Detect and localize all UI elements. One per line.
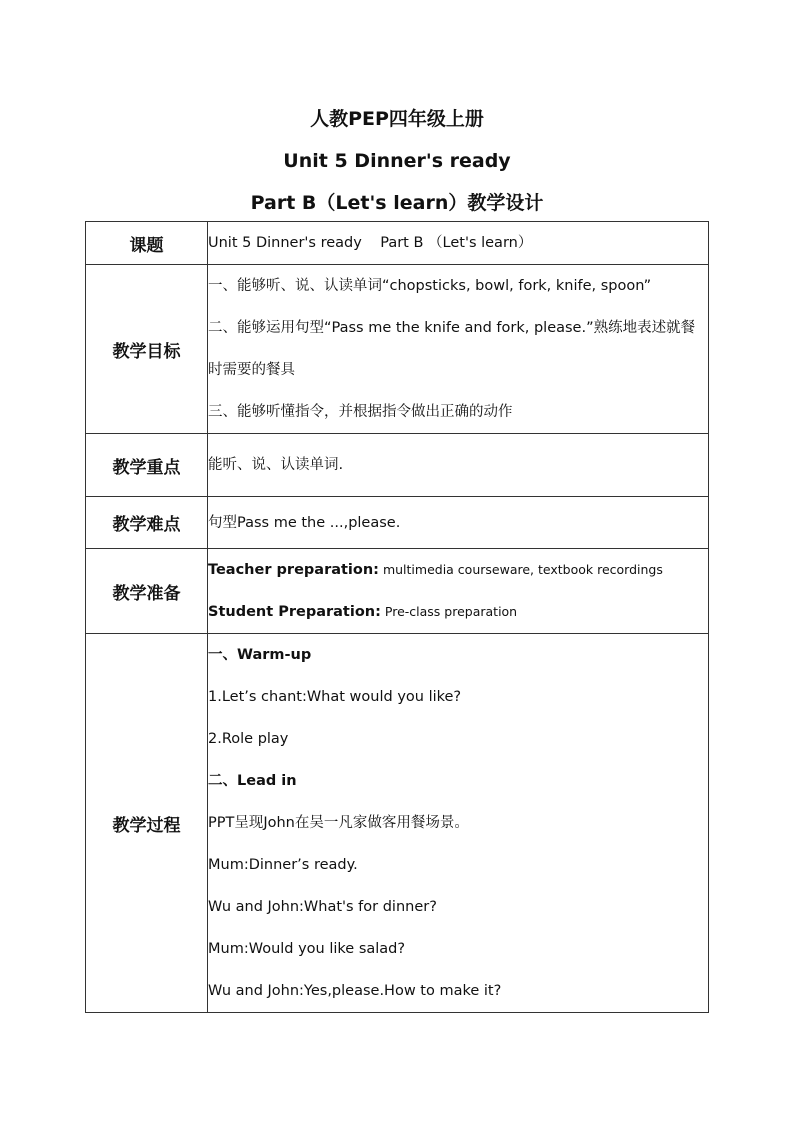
process-item: Mum:Dinner’s ready. [208, 857, 358, 873]
objective-item: 一、能够听、说、认读单词“chopsticks, bowl, fork, knife, spoon” [208, 278, 652, 294]
teacher-preparation-label: Teacher preparation: [208, 562, 379, 578]
student-preparation-label: Student Preparation: [208, 604, 381, 620]
row-topic [86, 222, 709, 265]
warmup-heading: 一、Warm-up [208, 647, 312, 663]
objectives-cell [208, 265, 709, 434]
title-part: Part B（Let's learn）教学设计 [250, 192, 544, 214]
row-objectives [86, 265, 709, 434]
key-points-value: 能听、说、认读单词. [208, 457, 344, 473]
topic-value: Unit 5 Dinner's ready Part B （Let's learn） [208, 235, 533, 251]
process-item: Mum:Would you like salad? [208, 941, 406, 957]
objectives-label: 教学目标 [86, 265, 208, 434]
process-item: 2.Role play [208, 731, 289, 747]
row-difficulties [86, 497, 709, 549]
key-points-label: 教学重点 [86, 434, 208, 497]
student-preparation-value: Pre-class preparation [380, 604, 518, 619]
title-unit: Unit 5 Dinner's ready [283, 150, 511, 172]
process-item: Wu and John:Yes,please.How to make it? [208, 983, 502, 999]
topic-cell [208, 222, 709, 265]
teacher-preparation-value: multimedia courseware, textbook recordings [378, 562, 663, 577]
difficulties-cell [208, 497, 709, 549]
process-item: Wu and John:What's for dinner? [208, 899, 437, 915]
document-title [0, 98, 794, 224]
objective-item: 三、能够听懂指令，并根据指令做出正确的动作 [208, 404, 513, 420]
process-item: PPT呈现John在吴一凡家做客用餐场景。 [208, 815, 469, 831]
process-label: 教学过程 [86, 634, 208, 1013]
leadin-heading: 二、Lead in [208, 773, 297, 789]
lesson-plan-table [85, 221, 709, 1013]
student-preparation [208, 591, 708, 633]
row-process [86, 634, 709, 1013]
preparation-cell [208, 549, 709, 634]
difficulties-value: 句型Pass me the ...,please. [208, 514, 401, 531]
difficulties-label: 教学难点 [86, 497, 208, 549]
objective-item: 二、能够运用句型“Pass me the knife and fork, please.”熟练地表述就餐时需要的餐具 [208, 320, 696, 378]
preparation-label: 教学准备 [86, 549, 208, 634]
process-item: 1.Let’s chant:What would you like? [208, 689, 462, 705]
teacher-preparation [208, 549, 708, 591]
topic-label: 课题 [86, 222, 208, 265]
key-points-cell [208, 434, 709, 497]
title-grade: 人教PEP四年级上册 [310, 108, 484, 130]
row-key-points [86, 434, 709, 497]
row-preparation [86, 549, 709, 634]
process-cell [208, 634, 709, 1013]
